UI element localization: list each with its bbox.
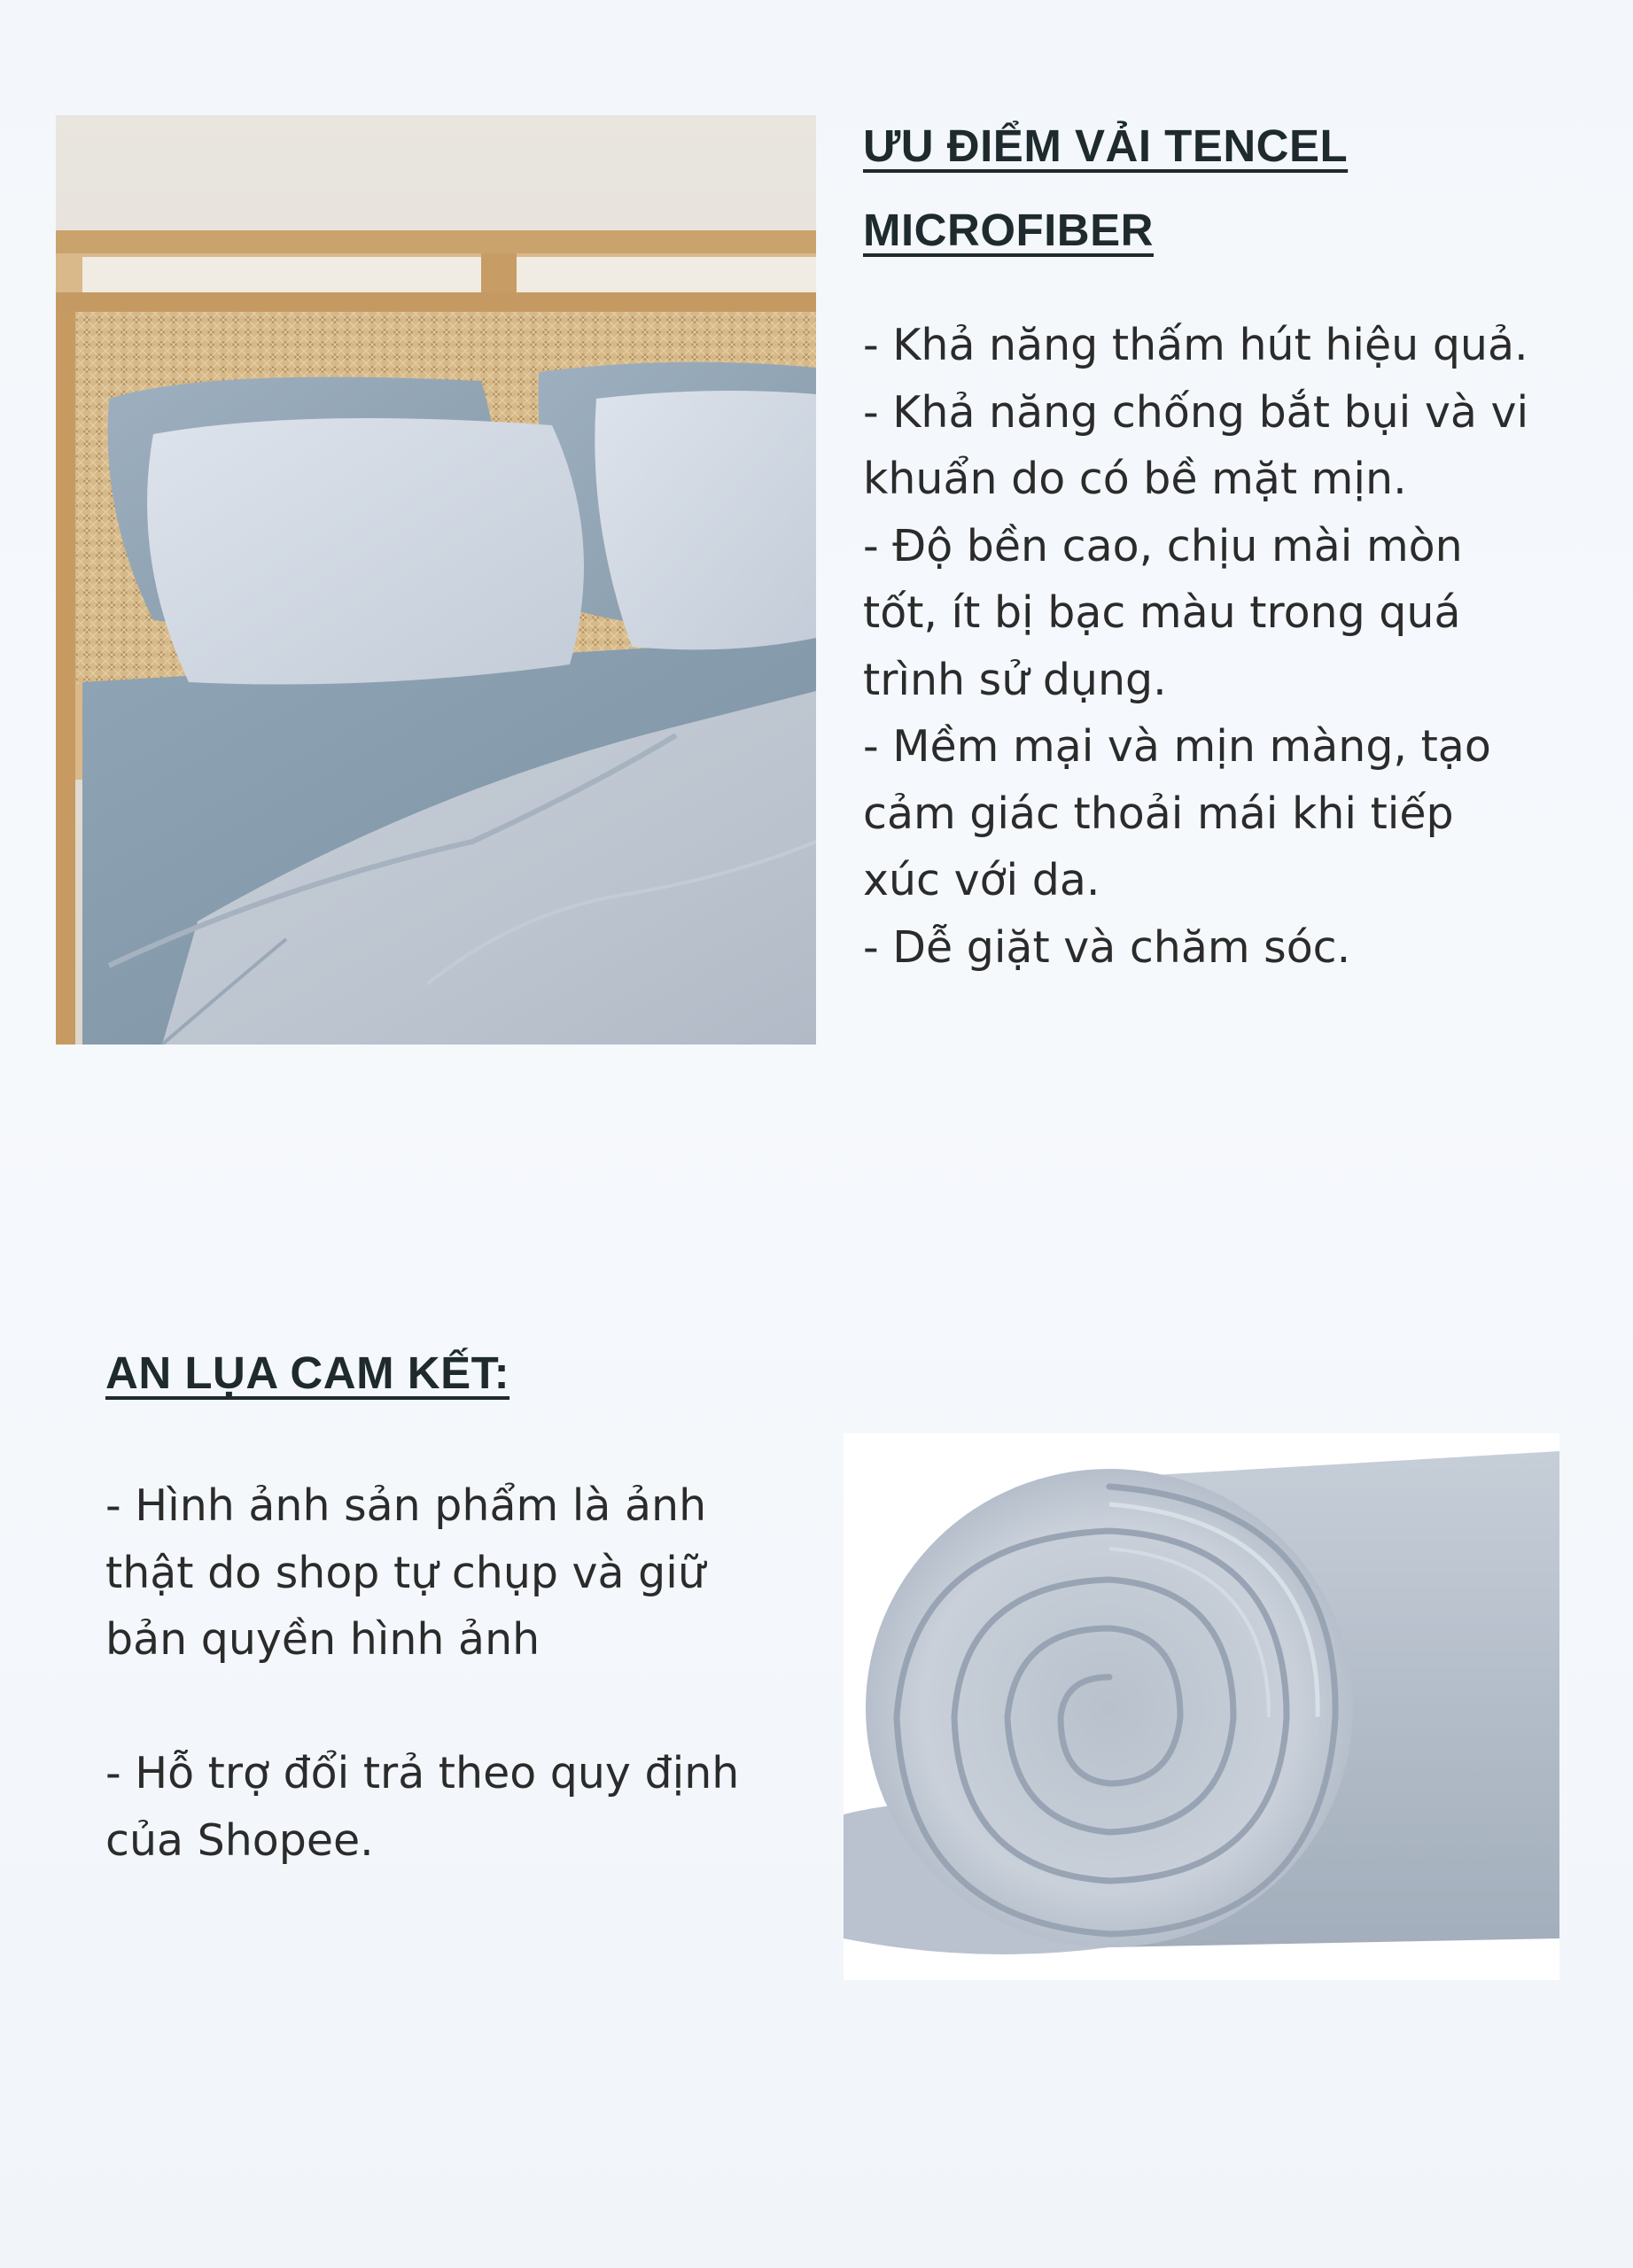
benefits-line: khuẩn do có bề mặt mịn. (863, 454, 1407, 504)
commitment-list (105, 1472, 739, 1874)
benefits-line: - Độ bền cao, chịu mài mòn (863, 520, 1463, 571)
benefits-line: - Mềm mại và mịn màng, tạo (863, 721, 1491, 772)
commitment-line: thật do shop tự chụp và giữ (105, 1547, 705, 1598)
roll-photo (844, 1433, 1559, 1980)
commitment-line: - Hình ảnh sản phẩm là ảnh (105, 1480, 707, 1531)
benefits-list (863, 312, 1528, 981)
commitment-line: của Shopee. (105, 1814, 374, 1866)
benefits-line: trình sử dụng. (863, 654, 1167, 705)
commitment-heading: AN LỤA CAM KẾT: (105, 1348, 510, 1398)
commitment-line: bản quyền hình ảnh (105, 1614, 540, 1665)
benefits-line: xúc với da. (863, 855, 1100, 905)
benefits-line: cảm giác thoải mái khi tiếp (863, 788, 1454, 839)
benefits-line: - Dễ giặt và chăm sóc. (863, 921, 1351, 973)
bed-photo-illustration (56, 115, 816, 1045)
commitment-line: - Hỗ trợ đổi trả theo quy định (105, 1748, 740, 1798)
bed-photo (56, 115, 816, 1045)
benefits-line: tốt, ít bị bạc màu trong quá (863, 587, 1461, 638)
commitment-spacer (105, 1674, 739, 1741)
benefits-line: - Khả năng chống bắt bụi và vi (863, 386, 1529, 438)
benefits-heading (863, 104, 1590, 272)
benefits-line: - Khả năng thấm hút hiệu quả. (863, 320, 1528, 370)
benefits-heading-line-2: MICROFIBER (863, 205, 1154, 255)
roll-photo-illustration (844, 1433, 1559, 1980)
benefits-heading-line-1: ƯU ĐIỂM VẢI TENCEL (863, 120, 1349, 171)
